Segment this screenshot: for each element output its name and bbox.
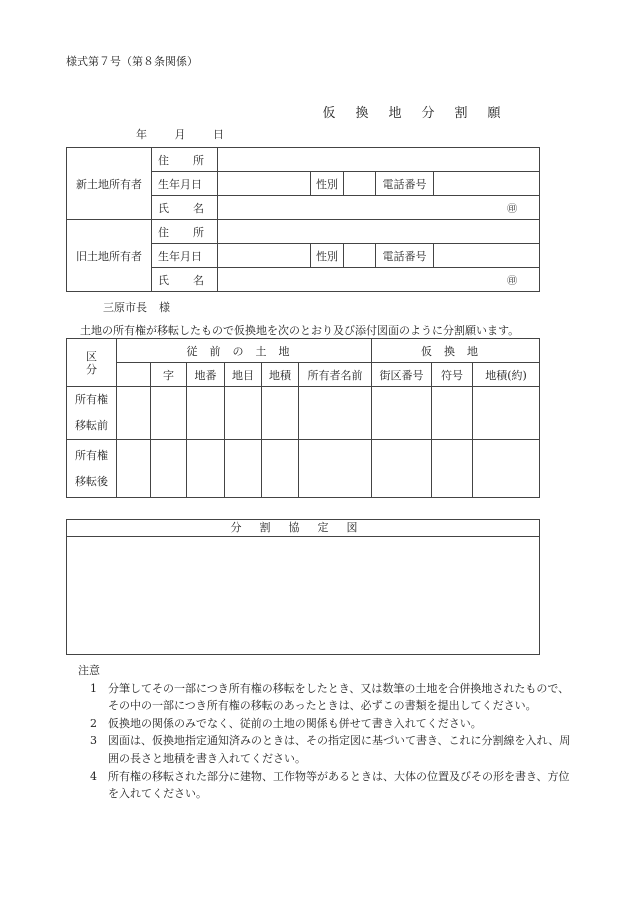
table-cell[interactable] [299, 440, 372, 498]
table-cell[interactable] [151, 387, 187, 440]
col-code: 符号 [432, 363, 473, 387]
new-owner-sex-label: 性別 [311, 172, 344, 196]
old-owner-phone-label: 電話番号 [376, 244, 434, 268]
intro-text: 土地の所有権が移転したもので仮換地を次のとおり及び添付図面のように分割願います。 [80, 324, 520, 337]
col-aza: 字 [151, 363, 187, 387]
old-owner-address-field[interactable] [218, 220, 540, 244]
table-cell[interactable] [117, 440, 151, 498]
note-item: 1 分筆してその一部につき所有権の移転をしたとき、又は数筆の土地を合併換地されたもので、その中の一部につき所有権の移転のあったときは、必ずこの書類を提出してください。 [90, 681, 570, 713]
table-cell[interactable] [262, 440, 299, 498]
addressee-honorific: 様 [159, 301, 170, 314]
table-cell[interactable] [187, 440, 225, 498]
new-owner-address-label: 住所 [152, 148, 218, 172]
document-title: 仮換地分割願 [322, 106, 521, 121]
row-after-transfer-label: 所有権 移転後 [67, 440, 117, 498]
col-lot-number: 地番 [187, 363, 225, 387]
old-owner-name-field[interactable] [218, 268, 540, 292]
old-owner-dob-label: 生年月日 [152, 244, 218, 268]
col-approx-area: 地積(約) [473, 363, 540, 387]
table-cell[interactable] [117, 387, 151, 440]
addressee-name: 三原市長 [103, 301, 147, 314]
table-cell[interactable] [372, 440, 432, 498]
diagram-drawing-area[interactable] [67, 537, 539, 654]
table-cell[interactable] [262, 387, 299, 440]
division-header: 区分 [67, 339, 117, 387]
table-cell[interactable] [473, 387, 540, 440]
table-cell[interactable] [432, 440, 473, 498]
col-owner-name: 所有者名前 [299, 363, 372, 387]
month-label: 月 [174, 128, 186, 141]
table-cell[interactable] [151, 440, 187, 498]
new-owner-sex-field[interactable] [344, 172, 376, 196]
form-number: 様式第７号（第８条関係） [66, 55, 198, 68]
col-block-number: 街区番号 [372, 363, 432, 387]
old-owner-dob-field[interactable] [218, 244, 311, 268]
date-row [136, 126, 248, 142]
new-owner-label: 新土地所有者 [67, 148, 152, 220]
owners-table [66, 147, 540, 292]
year-label: 年 [136, 128, 147, 141]
table-cell[interactable] [473, 440, 540, 498]
table-cell[interactable] [225, 440, 262, 498]
new-owner-phone-label: 電話番号 [376, 172, 434, 196]
note-item: 3 図面は、仮換地指定通知済みのときは、その指定図に基づいて書き、これに分割線を入れ、周囲の長さと地積を書き入れてください。 [90, 734, 571, 765]
addressee [103, 299, 170, 315]
new-owner-address-field[interactable] [218, 148, 540, 172]
new-owner-dob-field[interactable] [218, 172, 311, 196]
old-owner-sex-label: 性別 [311, 244, 344, 268]
notes-heading: 注意 [78, 664, 100, 677]
table-cell[interactable] [187, 387, 225, 440]
division-agreement-diagram [66, 519, 540, 655]
old-owner-sex-field[interactable] [344, 244, 376, 268]
col-land-category: 地目 [225, 363, 262, 387]
old-owner-address-label: 住所 [152, 220, 218, 244]
notes-section [80, 662, 580, 803]
table-cell[interactable] [225, 387, 262, 440]
blank-subheader [117, 363, 151, 387]
note-item: 2 仮換地の関係のみでなく、従前の土地の関係も併せて書き入れてください。 [90, 716, 482, 730]
table-cell[interactable] [432, 387, 473, 440]
new-owner-phone-field[interactable] [434, 172, 540, 196]
replot-header: 仮換地 [372, 339, 540, 363]
new-owner-name-field[interactable] [218, 196, 540, 220]
diagram-title: 分割協定図 [67, 520, 539, 537]
new-owner-name-label: 氏名 [152, 196, 218, 220]
seal-icon: ㊞ [507, 204, 518, 215]
note-item: 4 所有権の移転された部分に建物、工作物等があるときは、大体の位置及びその形を書き、方位を入れてください。 [90, 769, 570, 801]
seal-icon: ㊞ [507, 276, 518, 287]
new-owner-dob-label: 生年月日 [152, 172, 218, 196]
day-label: 日 [213, 128, 224, 141]
row-before-transfer-label: 所有権 移転前 [67, 387, 117, 440]
col-area: 地積 [262, 363, 299, 387]
old-owner-phone-field[interactable] [434, 244, 540, 268]
parcels-table [66, 338, 540, 498]
previous-land-header: 従前の土地 [117, 339, 372, 363]
table-cell[interactable] [299, 387, 372, 440]
old-owner-label: 旧土地所有者 [67, 220, 152, 292]
table-cell[interactable] [372, 387, 432, 440]
old-owner-name-label: 氏名 [152, 268, 218, 292]
